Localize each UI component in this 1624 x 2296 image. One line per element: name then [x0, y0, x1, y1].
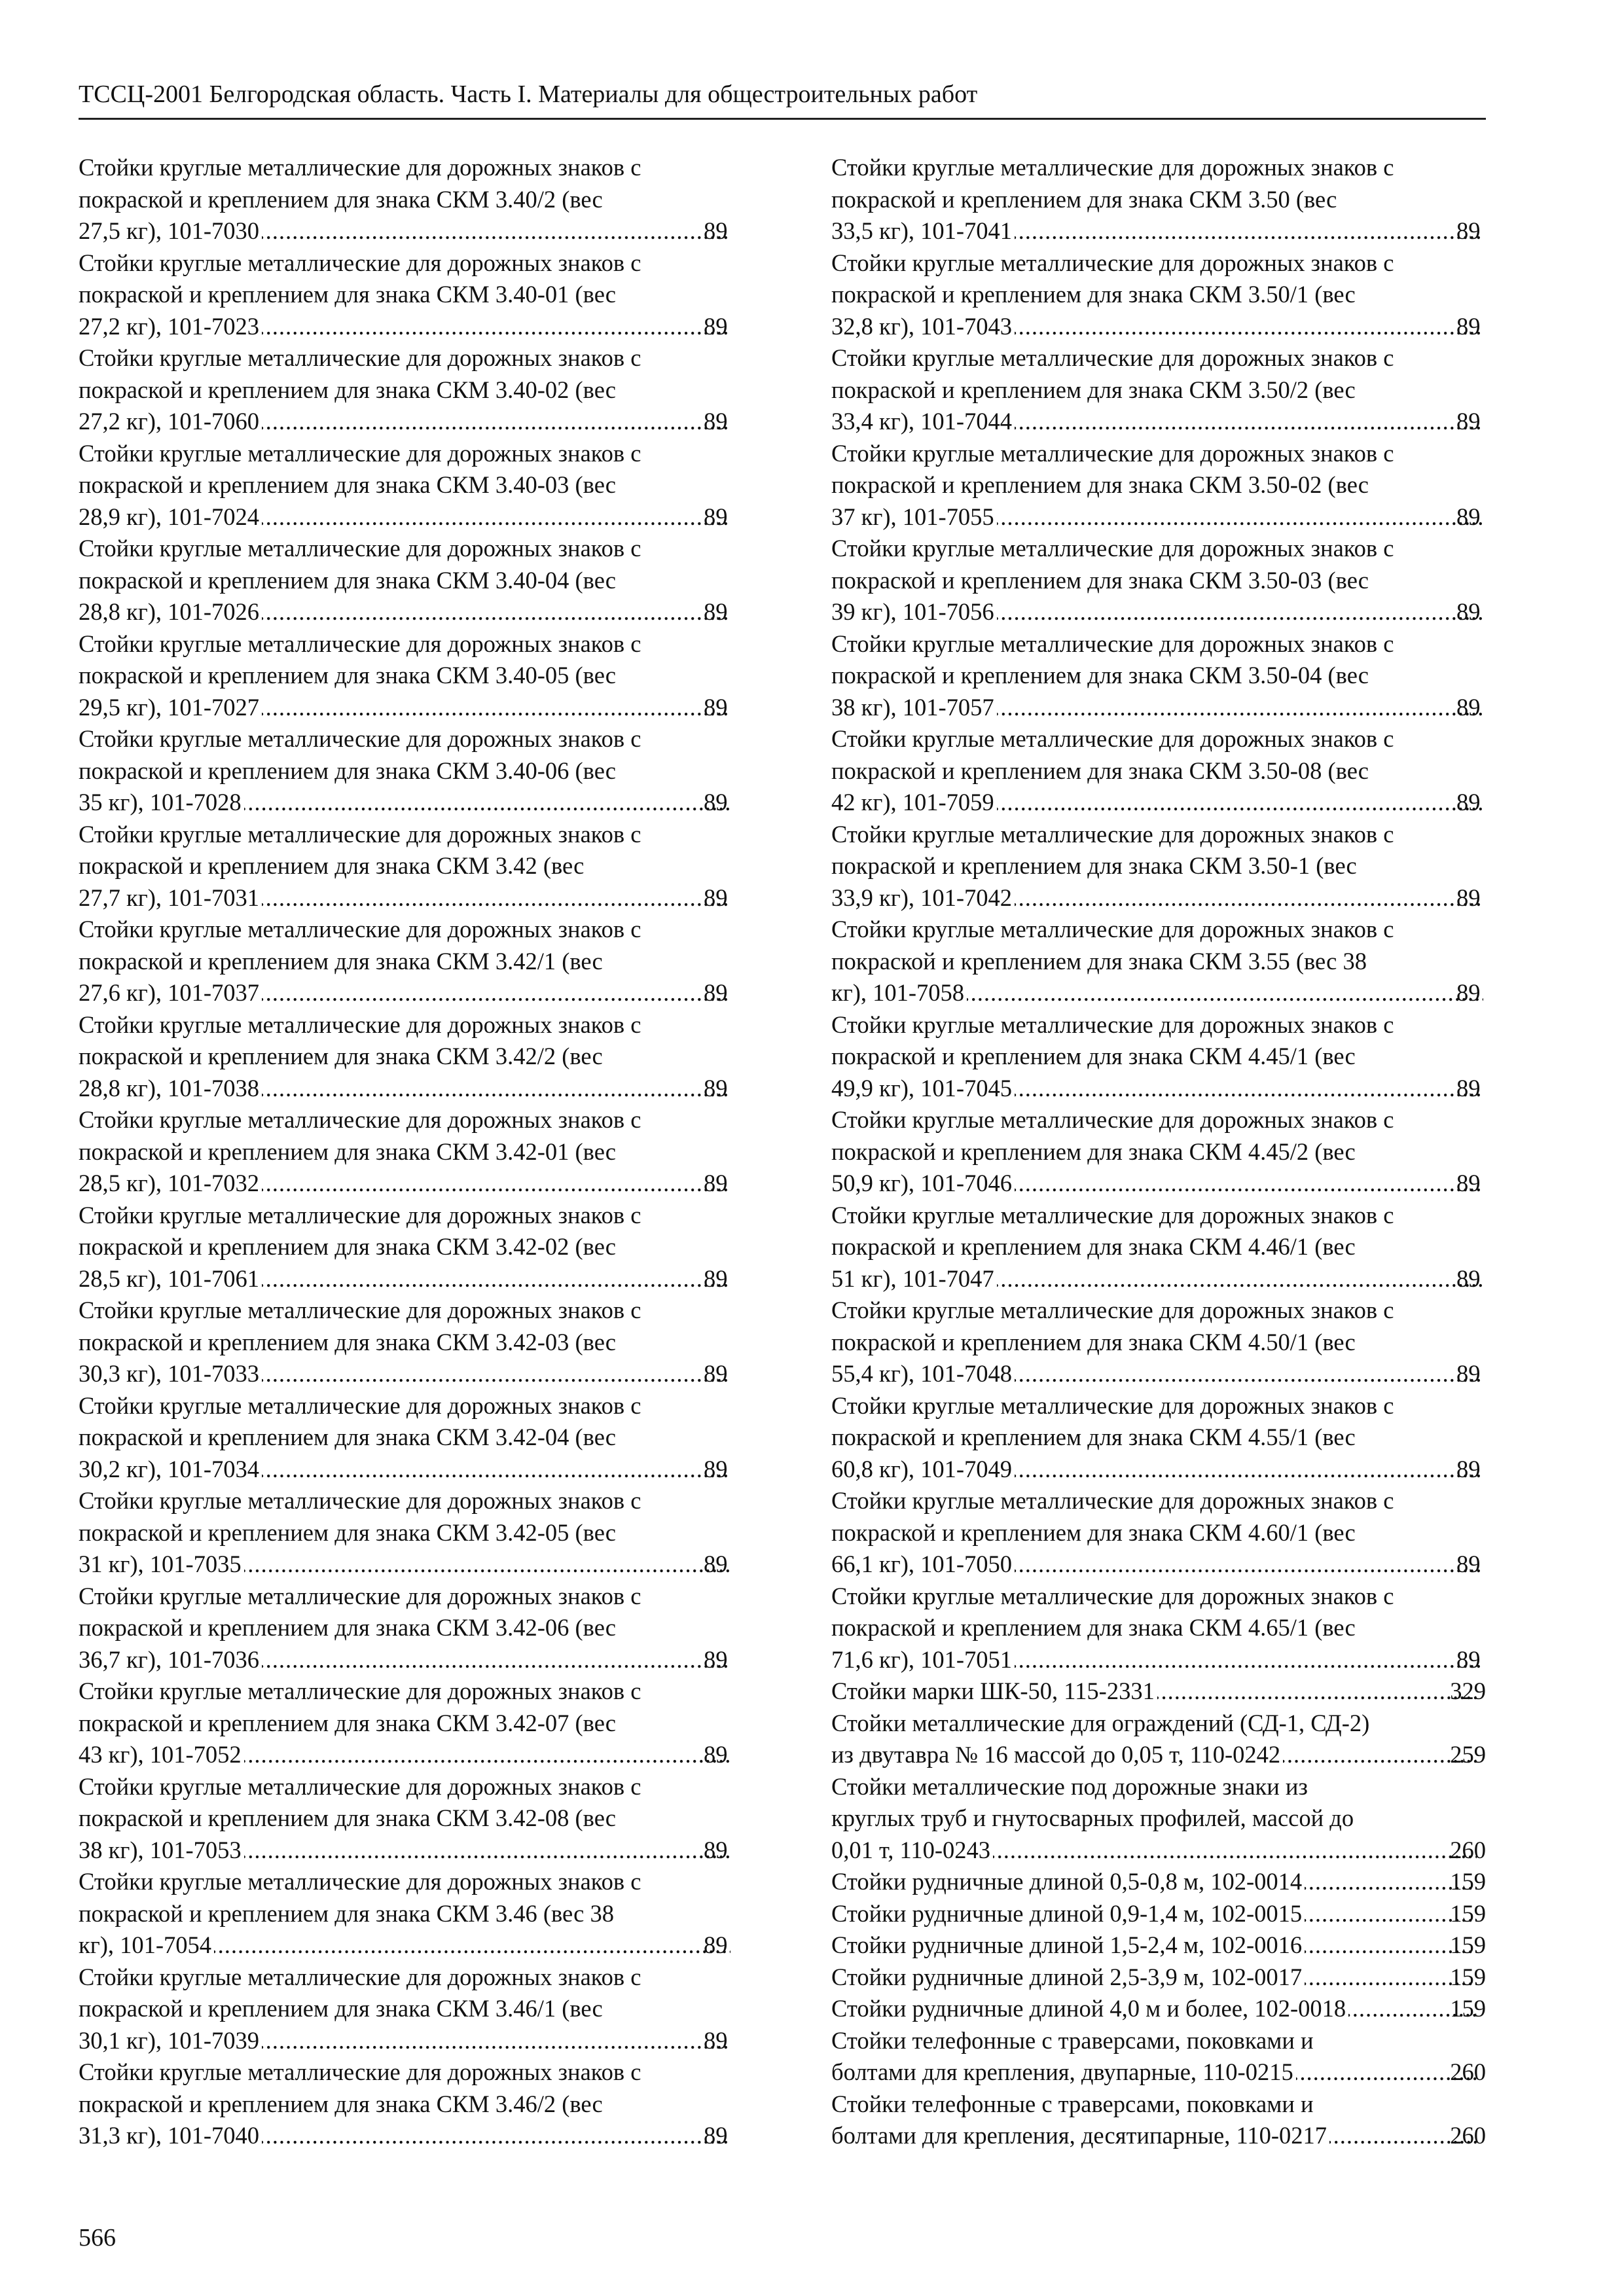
index-entry [79, 152, 733, 247]
entry-text-line: покраской и креплением для знака СКМ 3.50/2 (вес [831, 376, 1356, 403]
index-column-right [831, 152, 1486, 2152]
dot-leader [997, 501, 1483, 533]
entry-text-line: Стойки телефонные с траверсами, поковками и [831, 2090, 1314, 2117]
index-entry [79, 1295, 733, 1390]
entry-page-number: 159 [1450, 1899, 1486, 1927]
entry-last-line [831, 1866, 1486, 1898]
entry-text-line: Стойки круглые металлические для дорожных знаков с [79, 1391, 641, 1419]
entry-text-line: покраской и креплением для знака СКМ 4.55/1 (вес [831, 1424, 1356, 1450]
entry-reference: 60,8 кг), 101-7049 [831, 1455, 1013, 1482]
entry-last-line: 51 кг), 101-7047 ..... 89 [861, 1263, 1486, 1295]
entry-page-number: 159 [1450, 1995, 1486, 2022]
entry-reference: Стойки рудничные длиной 4,0 м и более, 102-0018 [831, 1995, 1346, 2022]
entry-text-line: Стойки круглые металлические для дорожных знаков с [79, 916, 641, 942]
entry-text-line: Стойки круглые металлические для дорожных знаков с [79, 344, 641, 371]
entry-text-line: Стойки круглые металлические для дорожных знаков с [79, 2058, 641, 2085]
entry-reference: 30,2 кг), 101-7034 [79, 1455, 260, 1482]
index-entry [79, 1200, 733, 1295]
entry-text-line: Стойки круглые металлические для дорожных знаков с [79, 1011, 641, 1038]
entry-last-line: 33,4 кг), 101-7044 ..... 89 [861, 406, 1486, 438]
entry-last-line: 28,5 кг), 101-7032 ..... 89 [108, 1168, 733, 1200]
entry-reference: 0,01 т, 110-0243 [831, 1836, 991, 1863]
index-entry [831, 723, 1486, 819]
entry-last-line [831, 2056, 1486, 2089]
entry-reference: 33,4 кг), 101-7044 [831, 408, 1013, 435]
dot-leader [262, 882, 731, 914]
entry-reference: 30,3 кг), 101-7033 [79, 1360, 260, 1387]
entry-page-number: 260 [1450, 2122, 1486, 2149]
entry-last-line: 32,8 кг), 101-7043 ..... 89 [861, 311, 1486, 343]
entry-last-line: кг), 101-7058 ..... 89 [861, 977, 1486, 1009]
index-entry [831, 1581, 1486, 1676]
dot-leader [244, 1835, 731, 1867]
entry-text-line: покраской и креплением для знака СКМ 3.50-03 (вес [831, 566, 1369, 594]
entry-text-line: покраской и креплением для знака СКМ 3.55 (вес 38 [831, 947, 1367, 975]
index-entry [79, 438, 733, 533]
entry-last-line [831, 1929, 1486, 1962]
entry-text-line: Стойки круглые металлические для дорожных знаков с [831, 916, 1394, 942]
entry-last-line: 28,9 кг), 101-7024 ..... 89 [108, 501, 733, 533]
entry-reference: 38 кг), 101-7057 [831, 693, 994, 721]
entry-text-line: покраской и креплением для знака СКМ 3.46 (вес 38 [79, 1899, 614, 1927]
entry-reference: 35 кг), 101-7028 [79, 789, 242, 816]
index-entry [79, 1104, 733, 1200]
entry-text-line: покраской и креплением для знака СКМ 3.40-02 (вес [79, 376, 617, 403]
entry-last-line: 33,5 кг), 101-7041 ..... 89 [861, 215, 1486, 247]
dot-leader [262, 2025, 731, 2057]
dot-leader [1015, 406, 1483, 438]
entry-text-line: Стойки круглые металлические для дорожных знаков с [79, 1582, 641, 1609]
entry-text-line: покраской и креплением для знака СКМ 3.42/1 (вес [79, 947, 603, 975]
dot-leader [1015, 215, 1483, 247]
dot-leader [262, 1454, 731, 1486]
dot-leader [997, 596, 1483, 628]
entry-text-line: Стойки круглые металлические для дорожных знаков с [79, 439, 641, 467]
index-entry [831, 628, 1486, 724]
entry-text-line: покраской и креплением для знака СКМ 3.42/2 (вес [79, 1043, 603, 1069]
entry-text-line: покраской и креплением для знака СКМ 4.45/2 (вес [831, 1138, 1356, 1165]
index-entry [831, 1929, 1486, 1962]
page-header: ТССЦ-2001 Белгородская область. Часть I. Материалы для общестроительных работ [79, 81, 978, 108]
entry-page-number: 159 [1450, 1963, 1486, 1990]
dot-leader [262, 2120, 731, 2152]
entry-last-line: 49,9 кг), 101-7045 ..... 89 [861, 1073, 1486, 1105]
page-number: 566 [79, 2224, 116, 2251]
entry-reference: 30,1 кг), 101-7039 [79, 2026, 260, 2054]
entry-last-line: 27,2 кг), 101-7060 ..... 89 [108, 406, 733, 438]
entry-last-line: кг), 101-7054 ..... 89 [108, 1929, 733, 1962]
entry-text-line: покраской и креплением для знака СКМ 3.40-05 (вес [79, 662, 617, 689]
dot-leader [262, 215, 731, 247]
entry-text-line: Стойки металлические под дорожные знаки из [831, 1772, 1308, 1800]
entry-reference: 27,5 кг), 101-7030 [79, 217, 260, 244]
dot-leader [262, 596, 731, 628]
index-entry [79, 342, 733, 438]
entry-last-line: 31,3 кг), 101-7040 ..... 89 [108, 2120, 733, 2152]
index-entry [831, 1390, 1486, 1486]
index-entry [831, 1993, 1486, 2025]
index-entry [831, 1200, 1486, 1295]
entry-last-line: 30,3 кг), 101-7033 ..... 89 [108, 1358, 733, 1390]
entry-last-line: 30,1 кг), 101-7039 ..... 89 [108, 2025, 733, 2057]
entry-last-line: 35 кг), 101-7028 ..... 89 [108, 787, 733, 819]
entry-reference: Стойки рудничные длиной 0,5-0,8 м, 102-0014 [831, 1868, 1303, 1895]
entry-reference: 51 кг), 101-7047 [831, 1265, 994, 1292]
entry-last-line: 38 кг), 101-7057 ..... 89 [861, 692, 1486, 724]
entry-reference: болтами для крепления, десятипарные, 110-0217 [831, 2122, 1327, 2149]
entry-text-line: покраской и креплением для знака СКМ 3.40-03 (вес [79, 471, 617, 498]
entry-last-line [831, 1993, 1486, 2025]
entry-last-line: 33,9 кг), 101-7042 ..... 89 [861, 882, 1486, 914]
dot-leader [1015, 1073, 1483, 1105]
entry-text-line: Стойки круглые металлические для дорожных знаков с [831, 1201, 1394, 1229]
index-entry [831, 1771, 1486, 1867]
entry-text-line: Стойки круглые металлические для дорожных знаков с [79, 1868, 641, 1895]
entry-text-line: покраской и креплением для знака СКМ 3.46/1 (вес [79, 1995, 603, 2022]
entry-reference: 33,5 кг), 101-7041 [831, 217, 1013, 244]
index-entry [831, 247, 1486, 343]
entry-last-line: 36,7 кг), 101-7036 ..... 89 [108, 1644, 733, 1676]
entry-text-line: покраской и креплением для знака СКМ 4.46/1 (вес [831, 1233, 1356, 1260]
entry-reference: 36,7 кг), 101-7036 [79, 1645, 260, 1673]
entry-text-line: Стойки круглые металлические для дорожных знаков с [831, 1106, 1394, 1133]
entry-text-line: Стойки круглые металлические для дорожных знаков с [831, 249, 1394, 276]
entry-text-line: покраской и креплением для знака СКМ 3.40-06 (вес [79, 757, 617, 784]
index-entry [79, 1866, 733, 1962]
dot-leader [262, 977, 731, 1009]
entry-reference: 31,3 кг), 101-7040 [79, 2122, 260, 2149]
dot-leader [262, 1644, 731, 1676]
entry-text-line: Стойки круглые металлические для дорожных знаков с [79, 249, 641, 276]
entry-reference: 66,1 кг), 101-7050 [831, 1551, 1013, 1577]
entry-text-line: Стойки круглые металлические для дорожных знаков с [831, 630, 1394, 657]
dot-leader [1015, 1358, 1483, 1390]
entry-text-line: Стойки круглые металлические для дорожных знаков с [79, 1963, 641, 1990]
index-entry [831, 1898, 1486, 1930]
index-entry [79, 723, 733, 819]
dot-leader [262, 1168, 731, 1200]
index-entry [831, 1708, 1486, 1771]
index-entry [79, 1771, 733, 1867]
entry-reference: 32,8 кг), 101-7043 [831, 312, 1013, 340]
index-entry [831, 2025, 1486, 2089]
index-entry [831, 2089, 1486, 2152]
entry-text-line: покраской и креплением для знака СКМ 4.50/1 (вес [831, 1328, 1356, 1355]
index-entry [79, 1485, 733, 1581]
dot-leader [997, 1263, 1483, 1295]
entry-page-number: 259 [1450, 1741, 1486, 1768]
entry-reference: кг), 101-7054 [79, 1931, 212, 1958]
entry-text-line: покраской и креплением для знака СКМ 3.42-05 (вес [79, 1518, 617, 1546]
dot-leader [1015, 1549, 1483, 1581]
entry-text-line: Стойки круглые металлические для дорожных знаков с [79, 535, 641, 562]
index-entry [79, 533, 733, 628]
dot-leader [214, 1929, 731, 1962]
entry-last-line [831, 1676, 1486, 1708]
index-entry [79, 819, 733, 914]
dot-leader [1015, 882, 1483, 914]
index-entry [831, 438, 1486, 533]
entry-text-line: покраской и креплением для знака СКМ 3.42-06 (вес [79, 1614, 617, 1641]
entry-text-line: покраской и креплением для знака СКМ 4.65/1 (вес [831, 1614, 1356, 1641]
entry-last-line [831, 1835, 1486, 1867]
entry-text-line: Стойки круглые металлические для дорожных знаков с [79, 154, 641, 181]
entry-text-line: покраской и креплением для знака СКМ 3.46/2 (вес [79, 2090, 603, 2117]
entry-reference: 27,2 кг), 101-7023 [79, 312, 260, 340]
dot-leader [1015, 311, 1483, 343]
index-entry [79, 1962, 733, 2057]
entry-reference: Стойки рудничные длиной 2,5-3,9 м, 102-0017 [831, 1963, 1303, 1990]
entry-last-line: 60,8 кг), 101-7049 ..... 89 [861, 1454, 1486, 1486]
dot-leader [967, 977, 1483, 1009]
entry-text-line: Стойки круглые металлические для дорожных знаков с [831, 344, 1394, 371]
index-entry [831, 533, 1486, 628]
entry-text-line: Стойки круглые металлические для дорожных знаков с [79, 725, 641, 752]
entry-last-line [831, 1739, 1486, 1771]
entry-last-line: 29,5 кг), 101-7027 ..... 89 [108, 692, 733, 724]
dot-leader [1283, 1739, 1477, 1771]
entry-last-line: 27,6 кг), 101-7037 ..... 89 [108, 977, 733, 1009]
entry-last-line: 55,4 кг), 101-7048 ..... 89 [861, 1358, 1486, 1390]
entry-reference: 27,6 кг), 101-7037 [79, 979, 260, 1006]
entry-text-line: Стойки круглые металлические для дорожных знаков с [79, 630, 641, 657]
dot-leader [262, 692, 731, 724]
entry-reference: 42 кг), 101-7059 [831, 789, 994, 816]
entry-text-line: Стойки круглые металлические для дорожных знаков с [831, 154, 1394, 181]
entry-last-line: 50,9 кг), 101-7046 ..... 89 [861, 1168, 1486, 1200]
index-entry [79, 1390, 733, 1486]
entry-reference: Стойки рудничные длиной 0,9-1,4 м, 102-0015 [831, 1899, 1303, 1927]
entry-last-line: 28,5 кг), 101-7061 ..... 89 [108, 1263, 733, 1295]
entry-last-line: 39 кг), 101-7056 ..... 89 [861, 596, 1486, 628]
entry-text-line: покраской и креплением для знака СКМ 3.50-02 (вес [831, 471, 1369, 498]
entry-last-line [831, 1962, 1486, 1994]
entry-reference: 38 кг), 101-7053 [79, 1836, 242, 1863]
entry-text-line: Стойки металлические для ограждений (СД-1, СД-2) [831, 1709, 1370, 1736]
entry-last-line: 30,2 кг), 101-7034 ..... 89 [108, 1454, 733, 1486]
entry-text-line: Стойки круглые металлические для дорожных знаков с [831, 1582, 1394, 1609]
entry-text-line: Стойки круглые металлические для дорожных знаков с [831, 1487, 1394, 1514]
entry-text-line: Стойки круглые металлические для дорожных знаков с [831, 1391, 1394, 1419]
entry-text-line: Стойки круглые металлические для дорожных знаков с [79, 1106, 641, 1133]
entry-reference: 28,5 кг), 101-7061 [79, 1265, 260, 1292]
entry-text-line: Стойки круглые металлические для дорожных знаков с [79, 1487, 641, 1514]
index-entry [831, 152, 1486, 247]
entry-last-line: 27,2 кг), 101-7023 ..... 89 [108, 311, 733, 343]
entry-last-line: 38 кг), 101-7053 ..... 89 [108, 1835, 733, 1867]
entry-text-line: круглых труб и гнутосварных профилей, массой до [831, 1804, 1354, 1831]
entry-reference: Стойки рудничные длиной 1,5-2,4 м, 102-0016 [831, 1931, 1303, 1958]
entry-last-line: 71,6 кг), 101-7051 ..... 89 [861, 1644, 1486, 1676]
entry-last-line: 37 кг), 101-7055 ..... 89 [861, 501, 1486, 533]
entry-reference: 39 кг), 101-7056 [831, 598, 994, 625]
dot-leader [993, 1835, 1477, 1867]
dot-leader [262, 501, 731, 533]
entry-text-line: Стойки телефонные с траверсами, поковками и [831, 2026, 1314, 2054]
entry-text-line: покраской и креплением для знака СКМ 3.40/2 (вес [79, 185, 603, 213]
entry-text-line: покраской и креплением для знака СКМ 3.50 (вес [831, 185, 1337, 213]
index-entry [831, 914, 1486, 1009]
entry-reference: 31 кг), 101-7035 [79, 1551, 242, 1577]
entry-text-line: покраской и креплением для знака СКМ 3.50/1 (вес [831, 281, 1356, 308]
entry-reference: 28,8 кг), 101-7026 [79, 598, 260, 625]
index-entry [79, 2056, 733, 2152]
entry-page-number: 260 [1450, 2058, 1486, 2085]
entry-text-line: покраской и креплением для знака СКМ 3.42-07 (вес [79, 1709, 617, 1736]
entry-reference: из двутавра № 16 массой до 0,05 т, 110-0242 [831, 1741, 1281, 1768]
entry-page-number: 159 [1450, 1931, 1486, 1958]
dot-leader [262, 406, 731, 438]
dot-leader [244, 787, 731, 819]
entry-last-line: 42 кг), 101-7059 ..... 89 [861, 787, 1486, 819]
entry-last-line: 28,8 кг), 101-7038 ..... 89 [108, 1073, 733, 1105]
entry-last-line: 31 кг), 101-7035 ..... 89 [108, 1549, 733, 1581]
index-entry [831, 1485, 1486, 1581]
entry-text-line: покраской и креплением для знака СКМ 3.42-04 (вес [79, 1424, 617, 1450]
index-entry [831, 1866, 1486, 1898]
entry-last-line: 27,5 кг), 101-7030 ..... 89 [108, 215, 733, 247]
entry-last-line: 66,1 кг), 101-7050 ..... 89 [861, 1549, 1486, 1581]
entry-text-line: покраской и креплением для знака СКМ 4.60/1 (вес [831, 1518, 1356, 1546]
entry-reference: 43 кг), 101-7052 [79, 1741, 242, 1768]
dot-leader [262, 1073, 731, 1105]
index-entry [831, 819, 1486, 914]
entry-text-line: Стойки круглые металлические для дорожных знаков с [79, 1297, 641, 1323]
entry-text-line: покраской и креплением для знака СКМ 3.42-03 (вес [79, 1328, 617, 1355]
dot-leader [997, 692, 1483, 724]
dot-leader [1015, 1168, 1483, 1200]
entry-text-line: Стойки круглые металлические для дорожных знаков с [831, 1011, 1394, 1038]
entry-reference: 28,8 кг), 101-7038 [79, 1074, 260, 1102]
entry-text-line: Стойки круглые металлические для дорожных знаков с [831, 535, 1394, 562]
entry-last-line: 28,8 кг), 101-7026 ..... 89 [108, 596, 733, 628]
entry-reference: 29,5 кг), 101-7027 [79, 693, 260, 721]
dot-leader [262, 311, 731, 343]
entry-page-number: 329 [1450, 1677, 1486, 1704]
entry-text-line: Стойки круглые металлические для дорожных знаков с [831, 1297, 1394, 1323]
entry-text-line: покраской и креплением для знака СКМ 3.42-02 (вес [79, 1233, 617, 1260]
entry-reference: 27,7 кг), 101-7031 [79, 884, 260, 911]
entry-reference: 27,2 кг), 101-7060 [79, 408, 260, 435]
entry-text-line: Стойки круглые металлические для дорожных знаков с [831, 439, 1394, 467]
entry-text-line: Стойки круглые металлические для дорожных знаков с [79, 1201, 641, 1229]
entry-last-line: 43 кг), 101-7052 ..... 89 [108, 1739, 733, 1771]
index-entry [831, 1295, 1486, 1390]
entry-reference: Стойки марки ШК-50, 115-2331 [831, 1677, 1155, 1704]
entry-text-line: покраской и креплением для знака СКМ 3.40-04 (вес [79, 566, 617, 594]
entry-text-line: покраской и креплением для знака СКМ 3.40-01 (вес [79, 281, 617, 308]
entry-reference: 55,4 кг), 101-7048 [831, 1360, 1013, 1387]
entry-reference: болтами для крепления, двупарные, 110-0215 [831, 2058, 1293, 2085]
entry-text-line: покраской и креплением для знака СКМ 3.50-08 (вес [831, 757, 1369, 784]
entry-text-line: Стойки круглые металлические для дорожных знаков с [831, 820, 1394, 848]
dot-leader [262, 1263, 731, 1295]
index-entry [831, 1962, 1486, 1994]
entry-reference: 28,5 кг), 101-7032 [79, 1170, 260, 1196]
dot-leader [244, 1549, 731, 1581]
index-entry [831, 1676, 1486, 1708]
entry-reference: 50,9 кг), 101-7046 [831, 1170, 1013, 1196]
entry-text-line: Стойки круглые металлические для дорожных знаков с [79, 1677, 641, 1704]
index-entry [79, 247, 733, 343]
entry-reference: 37 кг), 101-7055 [831, 503, 994, 530]
entry-page-number: 260 [1450, 1836, 1486, 1863]
header-rule [79, 118, 1486, 120]
index-entry [79, 914, 733, 1009]
entry-reference: 28,9 кг), 101-7024 [79, 503, 260, 530]
dot-leader [1015, 1454, 1483, 1486]
entry-text-line: покраской и креплением для знака СКМ 3.50-1 (вес [831, 852, 1357, 879]
index-entry [79, 628, 733, 724]
index-entry [831, 342, 1486, 438]
entry-reference: 49,9 кг), 101-7045 [831, 1074, 1013, 1102]
index-entry [79, 1009, 733, 1105]
entry-reference: 71,6 кг), 101-7051 [831, 1645, 1013, 1673]
index-entry [831, 1104, 1486, 1200]
dot-leader [262, 1358, 731, 1390]
dot-leader [1015, 1644, 1483, 1676]
entry-page-number: 159 [1450, 1868, 1486, 1895]
entry-text-line: Стойки круглые металлические для дорожных знаков с [79, 1772, 641, 1800]
index-column-left [79, 152, 733, 2152]
entry-text-line: покраской и креплением для знака СКМ 4.45/1 (вес [831, 1043, 1356, 1069]
entry-reference: 33,9 кг), 101-7042 [831, 884, 1013, 911]
entry-last-line: 27,7 кг), 101-7031 ..... 89 [108, 882, 733, 914]
index-entry [79, 1676, 733, 1771]
entry-text-line: Стойки круглые металлические для дорожных знаков с [79, 820, 641, 848]
entry-last-line [831, 2120, 1486, 2152]
dot-leader [997, 787, 1483, 819]
index-entry [831, 1009, 1486, 1105]
dot-leader [244, 1739, 731, 1771]
entry-last-line [831, 1898, 1486, 1930]
entry-text-line: покраской и креплением для знака СКМ 3.42 (вес [79, 852, 585, 879]
entry-text-line: покраской и креплением для знака СКМ 3.42-08 (вес [79, 1804, 617, 1831]
entry-reference: кг), 101-7058 [831, 979, 965, 1006]
entry-text-line: Стойки круглые металлические для дорожных знаков с [831, 725, 1394, 752]
index-entry [79, 1581, 733, 1676]
entry-text-line: покраской и креплением для знака СКМ 3.42-01 (вес [79, 1138, 617, 1165]
entry-text-line: покраской и креплением для знака СКМ 3.50-04 (вес [831, 662, 1369, 689]
dot-leader [1157, 1676, 1477, 1708]
